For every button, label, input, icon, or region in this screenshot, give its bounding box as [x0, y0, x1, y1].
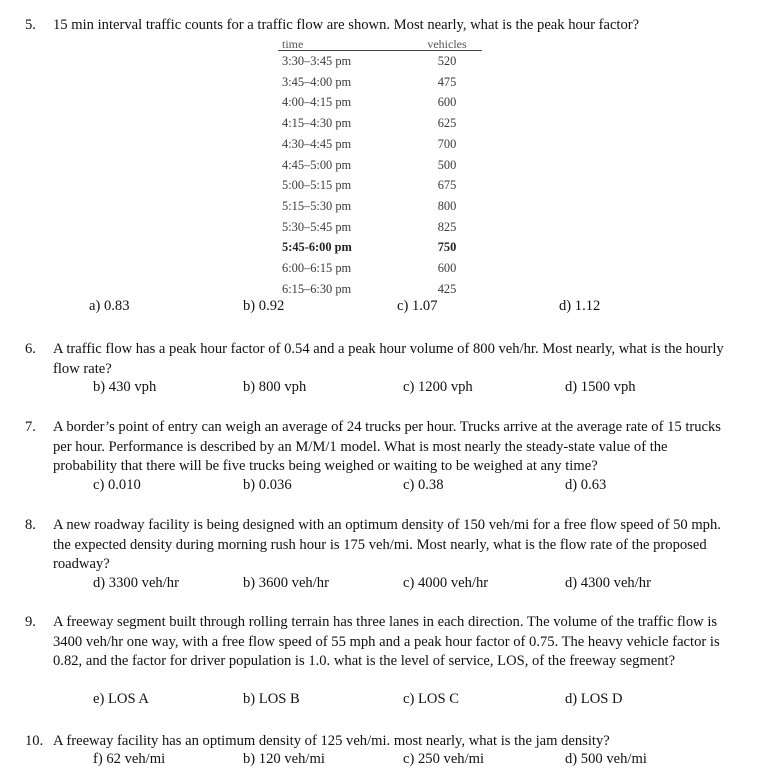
option-a[interactable]: b) 430 vph: [93, 379, 157, 395]
time-cell: 4:15–4:30 pm: [282, 116, 352, 131]
question-number: 5.: [25, 17, 36, 33]
time-cell: 5:15–5:30 pm: [282, 198, 352, 213]
traffic-count-table: [278, 38, 482, 299]
question-text: A freeway facility has an optimum density of 125 veh/mi. most nearly, what is the jam density?: [53, 733, 610, 749]
option-a[interactable]: f) 62 veh/mi: [93, 751, 166, 767]
vehicles-cell: 500: [437, 157, 457, 172]
table-row: [278, 217, 482, 238]
question-number: 8.: [25, 517, 36, 533]
question-number: 9.: [25, 614, 36, 630]
question-text: 15 min interval traffic counts for a traffic flow are shown. Most nearly, what is the peak hour factor?: [53, 17, 640, 33]
option-d[interactable]: d) 4300 veh/hr: [565, 575, 651, 591]
option-a[interactable]: c) 0.010: [93, 477, 141, 493]
option-c[interactable]: c) 4000 veh/hr: [403, 575, 489, 591]
option-a[interactable]: a) 0.83: [89, 298, 130, 314]
question-number: 7.: [25, 419, 36, 435]
question-number: 6.: [25, 341, 36, 357]
answer-options-7: [25, 477, 745, 497]
option-a[interactable]: e) LOS A: [93, 691, 149, 707]
option-c[interactable]: c) LOS C: [403, 691, 459, 707]
answer-options-5: [25, 298, 745, 318]
option-b[interactable]: b) 0.036: [243, 477, 292, 493]
question-5: [25, 16, 725, 36]
question-6: [25, 340, 725, 379]
time-cell: 4:00–4:15 pm: [282, 95, 352, 110]
vehicles-cell: 825: [437, 219, 457, 234]
option-b[interactable]: b) LOS B: [243, 691, 300, 707]
table-header-row: [278, 38, 482, 51]
question-text: A freeway segment built through rolling terrain has three lanes in each direction. The volume of the traffic flow is 3400 veh/hr one way, with a free flow speed of 55 mph and a peak hour factor of 0.75. The heavy vehicle factor is 0.82, and the factor for driver population is 1.0. what is the level of service, LOS, of the freeway segment?: [53, 614, 720, 670]
table-row: [278, 155, 482, 176]
table-row: [278, 196, 482, 217]
question-text: A new roadway facility is being designed with an optimum density of 150 veh/mi for a free flow speed of 50 mph. the expected density during morning rush hour is 175 veh/mi. Most nearly, what is the flow rate of the proposed roadway?: [53, 517, 721, 573]
table-row: [278, 51, 482, 72]
option-c[interactable]: c) 1200 vph: [403, 379, 473, 395]
table-row: [278, 175, 482, 196]
option-d[interactable]: d) 1.12: [559, 298, 601, 314]
option-c[interactable]: c) 1.07: [397, 298, 438, 314]
table-row: [278, 258, 482, 279]
time-cell: 5:45-6:00 pm: [282, 240, 352, 255]
vehicles-cell: 600: [437, 95, 457, 110]
time-cell: 3:45–4:00 pm: [282, 74, 352, 89]
option-c[interactable]: c) 250 veh/mi: [403, 751, 485, 767]
vehicles-cell: 600: [437, 261, 457, 276]
table-row: [278, 134, 482, 155]
vehicles-cell: 520: [437, 54, 457, 68]
option-c[interactable]: c) 0.38: [403, 477, 444, 493]
option-d[interactable]: d) 0.63: [565, 477, 607, 493]
time-cell: 5:00–5:15 pm: [282, 178, 352, 193]
time-cell: 4:45–5:00 pm: [282, 157, 352, 172]
time-cell: 3:30–3:45 pm: [282, 54, 352, 68]
table-row: [278, 237, 482, 258]
question-8: [25, 516, 725, 575]
option-b[interactable]: b) 0.92: [243, 298, 285, 314]
column-header-vehicles: vehicles: [404, 38, 482, 51]
question-text: A traffic flow has a peak hour factor of 0.54 and a peak hour volume of 800 veh/hr. Most nearly, what is the hourly flow rate?: [53, 341, 724, 377]
vehicles-cell: 750: [437, 240, 457, 255]
question-9: [25, 613, 725, 672]
answer-options-10: [25, 751, 745, 771]
question-10: [25, 732, 725, 752]
option-d[interactable]: d) 500 veh/mi: [565, 751, 647, 767]
table-row: [278, 92, 482, 113]
option-d[interactable]: d) 1500 vph: [565, 379, 636, 395]
question-number: 10.: [25, 733, 44, 749]
option-a[interactable]: d) 3300 veh/hr: [93, 575, 179, 591]
column-header-time: time: [278, 38, 404, 51]
time-cell: 6:15–6:30 pm: [282, 281, 352, 296]
vehicles-cell: 475: [437, 74, 457, 89]
answer-options-9: [25, 691, 745, 711]
table-row: [278, 72, 482, 93]
answer-options-6: [25, 379, 745, 399]
vehicles-cell: 800: [437, 198, 457, 213]
time-cell: 6:00–6:15 pm: [282, 261, 352, 276]
option-d[interactable]: d) LOS D: [565, 691, 623, 707]
question-7: [25, 418, 725, 477]
time-cell: 4:30–4:45 pm: [282, 136, 352, 151]
table-row: [278, 279, 482, 300]
vehicles-cell: 675: [437, 178, 457, 193]
answer-options-8: [25, 575, 745, 595]
vehicles-cell: 625: [437, 116, 457, 131]
question-text: A border’s point of entry can weigh an average of 24 trucks per hour. Trucks arrive at the average rate of 15 trucks per hour. Performance is described by an M/M/1 model. What is most nearly the steady-state value of the probability that there will be five trucks being weighed or waiting to be weighed at any time?: [53, 419, 721, 475]
vehicles-cell: 700: [437, 136, 457, 151]
vehicles-cell: 425: [437, 281, 457, 296]
table-row: [278, 113, 482, 134]
option-b[interactable]: b) 3600 veh/hr: [243, 575, 329, 591]
option-b[interactable]: b) 800 vph: [243, 379, 307, 395]
time-cell: 5:30–5:45 pm: [282, 219, 352, 234]
option-b[interactable]: b) 120 veh/mi: [243, 751, 325, 767]
